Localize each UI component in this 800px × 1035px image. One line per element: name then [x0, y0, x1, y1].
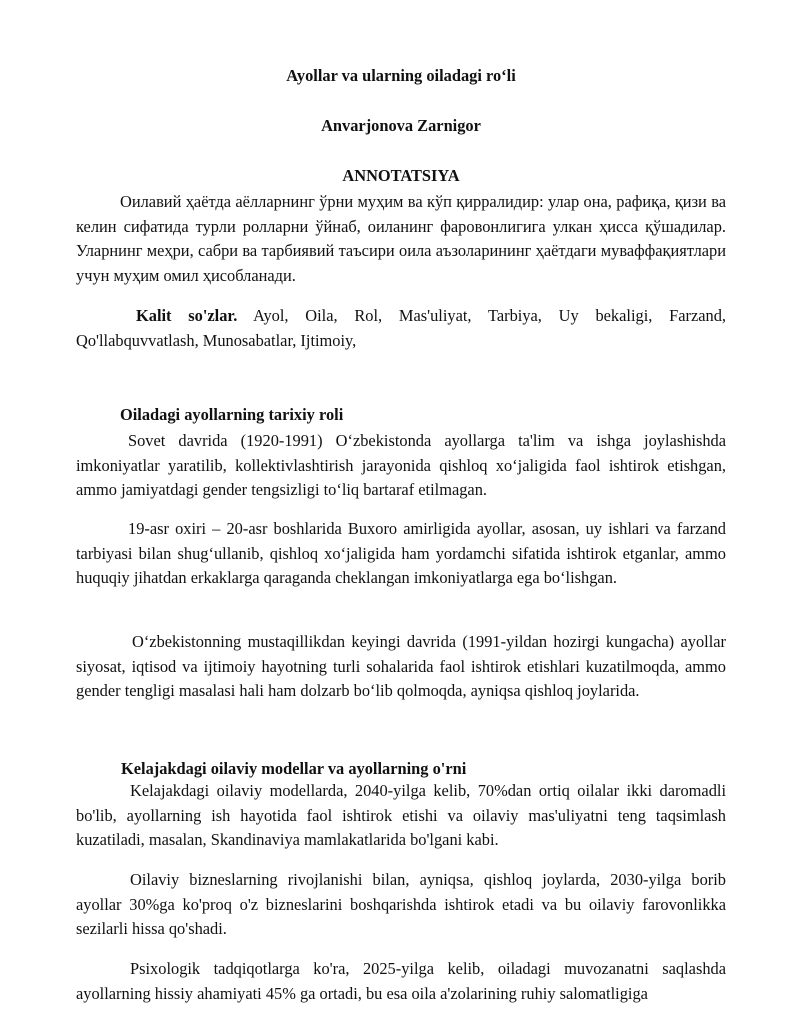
- document-title: Ayollar va ularning oiladagi roʻli: [286, 66, 516, 85]
- author-name: Anvarjonova Zarnigor: [321, 116, 481, 135]
- annotation-text: Оилавий ҳаётда аёлларнинг ўрни муҳим ва кўп қирралидир: улар она, рафиқа, қизи ва келин сифатида турли ролларни ўйнаб, оиланинг фаровонлигига улкан ҳисса қўшадилар. Уларнинг меҳри, сабри ва тарбиявий таъсири оила аъзоларининг ҳаётдаги муваффақиятлари учун муҳим омил ҳисобланади.: [76, 192, 726, 285]
- future-paragraph-1: Kelajakdagi oilaviy modellarda, 2040-yilga kelib, 70%dan ortiq oilalar ikki daromadli bo'lib, ayollarning ish hayotida faol ishtirok etishi va oilaviy mas'uliyatni teng taqsimlash kuzatiladi, masalan, Skandinaviya mamlakatlarida bo'lgani kabi.: [76, 781, 726, 849]
- history-paragraph-1: Sovet davrida (1920-1991) Oʻzbekistonda ayollarga ta'lim va ishga joylashishda imkoniyatlar yaratilib, kollektivlashtirish jarayonida qishloq xoʻjaligida faol ishtirok etishgan, ammo jamiyatdagi gender tengsizligi toʻliq bartaraf etilmagan.: [76, 431, 726, 499]
- history-paragraph-2: 19-asr oxiri – 20-asr boshlarida Buxoro amirligida ayollar, asosan, uy ishlari va farzand tarbiyasi bilan shugʻullanib, qishloq xoʻjaligida ham yordamchi sifatida ishtirok etganlar, ammo huquqiy jihatdan erkaklarga qaraganda cheklangan imkoniyatlarga ega boʻlishgan.: [76, 519, 726, 587]
- history-paragraph-3: Oʻzbekistonning mustaqillikdan keyingi davrida (1991-yildan hozirgi kungacha) ayollar siyosat, iqtisod va ijtimoiy hayotning turli sohalarida faol ishtirok etishlari kuzatilmoqda, ammo gender tengligi masalasi hali ham dolzarb boʻlib qolmoqda, ayniqsa qishloq joylarida.: [76, 632, 726, 700]
- future-paragraph-2: Oilaviy bizneslarning rivojlanishi bilan, ayniqsa, qishloq joylarda, 2030-yilga borib ayollar 30%ga ko'proq o'z bizneslarini boshqarishda ishtirok etadi va bu oilaviy farovonlikka sezilarli hissa qo'shadi.: [76, 870, 726, 938]
- keywords-paragraph: [76, 304, 726, 353]
- annotation-paragraph: [76, 190, 726, 288]
- keywords-label: Kalit so'zlar.: [136, 306, 238, 325]
- section-heading-history: Oiladagi ayollarning tarixiy roli: [120, 405, 344, 424]
- section-heading-future: Kelajakdagi oilaviy modellar va ayollarning o'rni: [121, 759, 467, 778]
- future-paragraph-3: Psixologik tadqiqotlarga ko'ra, 2025-yilga kelib, oiladagi muvozanatni saqlashda ayollarning hissiy ahamiyati 45% ga ortadi, bu esa oila a'zolarining ruhiy salomatligiga: [76, 959, 726, 1003]
- keywords-text: Ayol, Oila, Rol, Mas'uliyat, Tarbiya, Uy bekaligi, Farzand, Qo'llabquvvatlash, Munosabatlar, Ijtimoiy,: [76, 306, 726, 350]
- annotation-heading: ANNOTATSIYA: [342, 166, 460, 185]
